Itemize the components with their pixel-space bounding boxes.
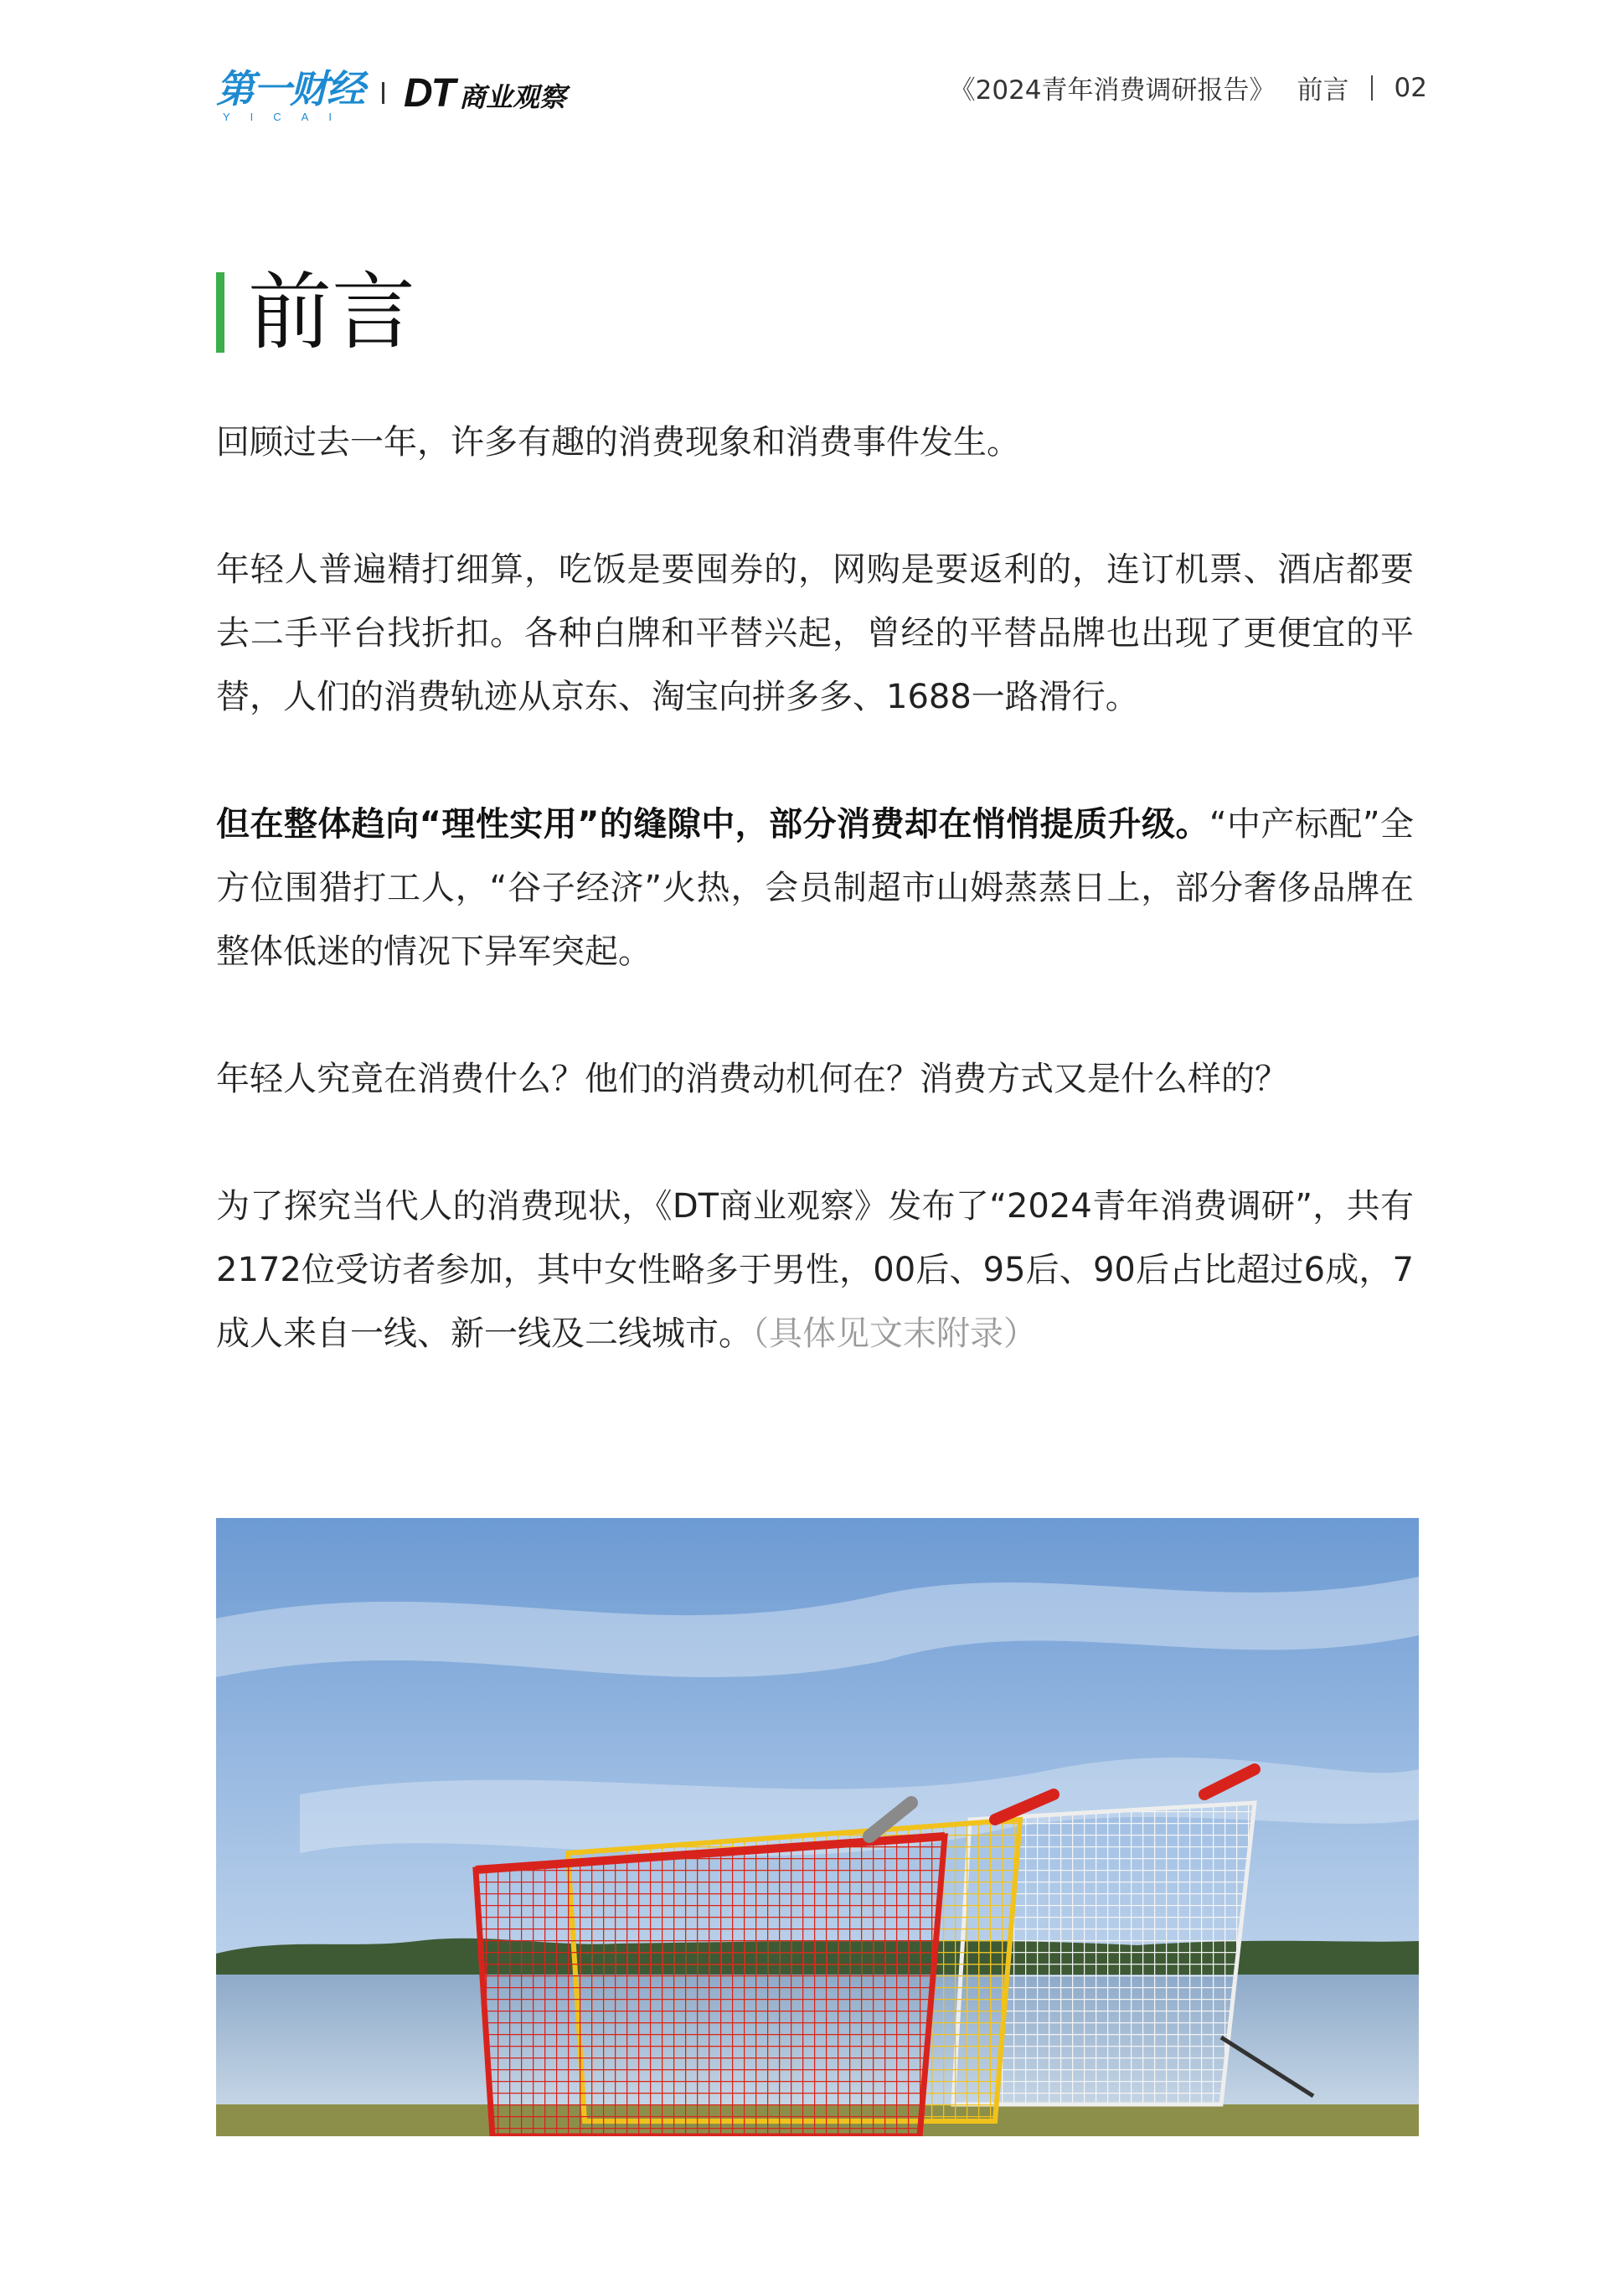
article-body [216, 410, 1414, 1429]
page-number: 02 [1394, 72, 1427, 103]
section-heading [216, 263, 415, 361]
page-header [0, 0, 1624, 176]
paragraph-1: 回顾过去一年，许多有趣的消费现象和消费事件发生。 [216, 423, 1020, 462]
paragraph-4: 年轻人究竟在消费什么？他们的消费动机何在？消费方式又是什么样的？ [216, 1060, 1288, 1098]
logo-divider [382, 82, 384, 104]
report-title: 《2024青年消费调研报告》 [949, 75, 1276, 106]
heading-accent-bar [216, 272, 224, 353]
yicai-logo-subtext: YICAI [223, 111, 352, 123]
paragraph-5-text: 为了探究当代人的消费现状，《DT商业观察》发布了“2024青年消费调研”，共有2172位受访者参加，其中女性略多于男性，00后、95后、90后占比超过6成，7成人来自一线、新一线及二线城市。 [216, 1187, 1414, 1353]
dt-logo-text: 商业观察 [458, 81, 566, 113]
running-head [950, 69, 1427, 106]
paragraph-3-emphasis: 但在整体趋向“理性实用”的缝隙中，部分消费却在悄悄提质升级。 [216, 805, 1209, 844]
dt-logo-mark: DT [404, 71, 454, 116]
yicai-logo-text: 第一财经 [216, 66, 363, 111]
shopping-carts-photo [216, 1518, 1419, 2136]
appendix-note: （具体见文末附录） [752, 1314, 1037, 1353]
yicai-logo [216, 67, 369, 127]
paragraph-3 [216, 793, 1414, 984]
paragraph-2: 年轻人普遍精打细算，吃饭是要囤券的，网购是要返利的，连订机票、酒店都要去二手平台找折扣。各种白牌和平替兴起，曾经的平替品牌也出现了更便宜的平替，人们的消费轨迹从京东、淘宝向拼多多、1688一路滑行。 [216, 550, 1414, 716]
running-head-divider [1371, 75, 1373, 101]
dt-logo [404, 70, 566, 114]
paragraph-5 [216, 1175, 1414, 1366]
running-section: 前言 [1297, 75, 1349, 106]
section-title: 前言 [248, 263, 415, 361]
paragraph-3-text: “中产标配”全方位围猎打工人，“谷子经济”火热，会员制超市山姆蒸蒸日上，部分奢侈品牌在整体低迷的情况下异军突起。 [216, 805, 1414, 971]
